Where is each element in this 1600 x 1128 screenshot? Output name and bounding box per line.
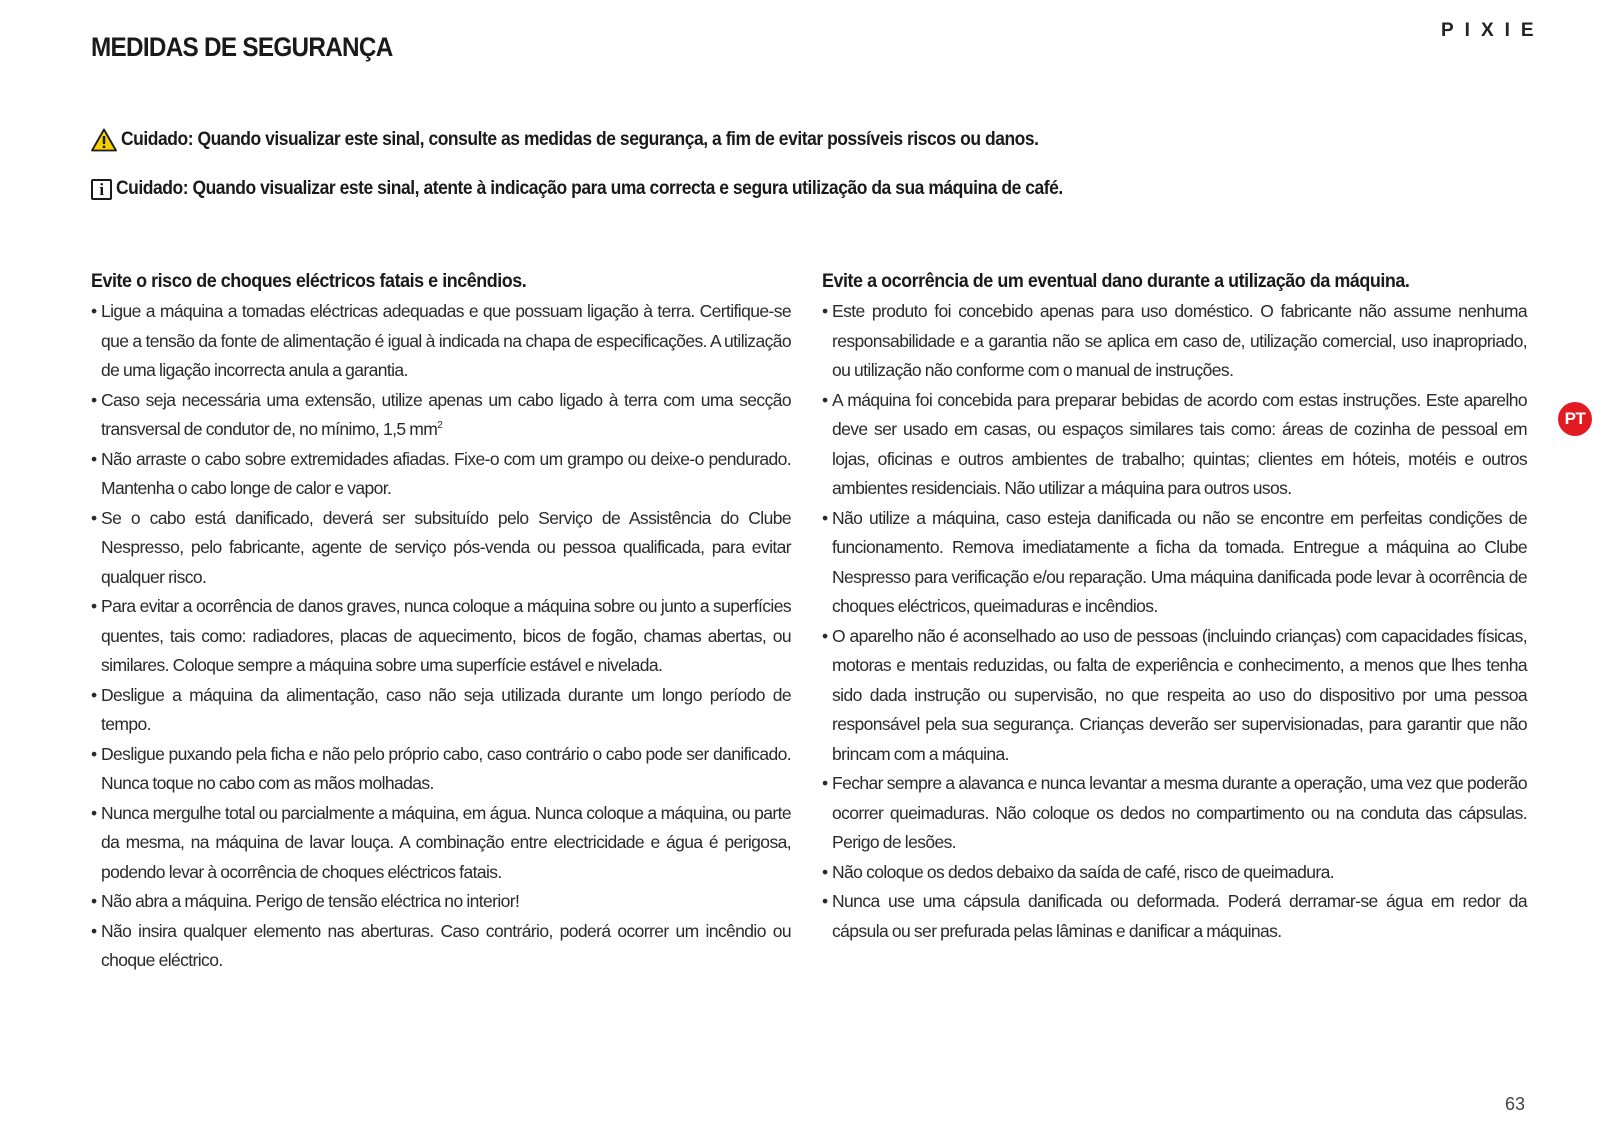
list-item: • Não arraste o cabo sobre extremidades afiadas. Fixe-o com um grampo ou deixe-o pendurado. Mantenha o cabo longe de calor e vapor. <box>91 445 791 504</box>
caution-info-text: Cuidado: Quando visualizar este sinal, atente à indicação para uma correcta e segura utilização da sua máquina de café. <box>116 178 1063 199</box>
caution-warning <box>91 128 1118 152</box>
list-item: • Desligue puxando pela ficha e não pelo próprio cabo, caso contrário o cabo pode ser danificado. Nunca toque no cabo com as mãos molhadas. <box>91 740 791 799</box>
superscript: 2 <box>437 420 443 432</box>
warning-triangle-icon <box>91 128 117 152</box>
list-item: • A máquina foi concebida para preparar bebidas de acordo com estas instruções. Este aparelho deve ser usado em casas, ou espaços similares tais como: áreas de cozinha de pessoal em lojas, oficinas e outros ambientes de trabalho; quintas; clientes em hóteis, motéis e outros ambientes residenciais. Não utilizar a máquina para outros usos. <box>822 386 1527 504</box>
section-heading: Evite o risco de choques eléctricos fatais e incêndios. <box>91 270 527 292</box>
page-number: 63 <box>1505 1094 1526 1114</box>
brand-logo: PIXIE <box>1441 20 1545 41</box>
info-icon: i <box>91 179 112 200</box>
bullet-list <box>91 297 791 976</box>
list-item: • Não coloque os dedos debaixo da saída de café, risco de queimadura. <box>822 858 1527 888</box>
section-heading: Evite a ocorrência de um eventual dano durante a utilização da máquina. <box>822 270 1410 292</box>
page-title: MEDIDAS DE SEGURANÇA <box>91 32 393 62</box>
caution-info <box>91 178 1145 200</box>
list-item: • Para evitar a ocorrência de danos graves, nunca coloque a máquina sobre ou junto a superfícies quentes, tais como: radiadores, placas de aquecimento, bicos de fogão, chamas abertas, ou similares. Coloque sempre a máquina sobre uma superfície estável e nivelada. <box>91 592 791 681</box>
machine-damage-section <box>822 270 1527 946</box>
bullet-list <box>822 297 1527 946</box>
list-item: • Desligue a máquina da alimentação, caso não seja utilizada durante um longo período de tempo. <box>91 681 791 740</box>
language-badge: PT <box>1558 402 1592 436</box>
list-item: • Se o cabo está danificado, deverá ser subsituído pelo Serviço de Assistência do Clube Nespresso, pelo fabricante, agente de serviço pós-venda ou pessoa qualificada, para evitar qualquer risco. <box>91 504 791 593</box>
electric-risk-section <box>91 270 791 976</box>
list-item: • Fechar sempre a alavanca e nunca levantar a mesma durante a operação, uma vez que poderão ocorrer queimaduras. Não coloque os dedos no compartimento ou na conduta das cápsulas. Perigo de lesões. <box>822 769 1527 858</box>
list-item: • Não abra a máquina. Perigo de tensão eléctrica no interior! <box>91 887 791 917</box>
list-item <box>91 386 791 445</box>
list-item: • O aparelho não é aconselhado ao uso de pessoas (incluindo crianças) com capacidades físicas, motoras e mentais reduzidas, ou falta de experiência e conhecimento, a menos que lhes tenha sido dada instrução ou supervisão, no que respeita ao uso do dispositivo por uma pessoa responsável pela sua segurança. Crianças deverão ser supervisionadas, para garantir que não brincam com a máquina. <box>822 622 1527 770</box>
list-item: • Não utilize a máquina, caso esteja danificada ou não se encontre em perfeitas condições de funcionamento. Remova imediatamente a ficha da tomada. Entregue a máquina ao Clube Nespresso para verificação e/ou reparação. Uma máquina danificada pode levar à ocorrência de choques eléctricos, queimaduras e incêndios. <box>822 504 1527 622</box>
list-item: • Não insira qualquer elemento nas aberturas. Caso contrário, poderá ocorrer um incêndio ou choque eléctrico. <box>91 917 791 976</box>
list-item: • Ligue a máquina a tomadas eléctricas adequadas e que possuam ligação à terra. Certifique-se que a tensão da fonte de alimentação é igual à indicada na chapa de especificações. A utilização de uma ligação incorrecta anula a garantia. <box>91 297 791 386</box>
list-item: • Nunca use uma cápsula danificada ou deformada. Poderá derramar-se água em redor da cápsula ou ser prefurada pelas lâminas e danificar a máquinas. <box>822 887 1527 946</box>
caution-warning-text: Cuidado: Quando visualizar este sinal, consulte as medidas de segurança, a fim de evitar possíveis riscos ou danos. <box>121 129 1039 150</box>
list-item-text: Caso seja necessária uma extensão, utilize apenas um cabo ligado à terra com uma secção transversal de condutor de, no mínimo, 1,5 mm <box>101 389 791 439</box>
list-item: • Este produto foi concebido apenas para uso doméstico. O fabricante não assume nenhuma responsabilidade e a garantia não se aplica em caso de, utilização comercial, uso inapropriado, ou utilização não conforme com o manual de instruções. <box>822 297 1527 386</box>
list-item: • Nunca mergulhe total ou parcialmente a máquina, em água. Nunca coloque a máquina, ou parte da mesma, na máquina de lavar louça. A combinação entre electricidade e água é perigosa, podendo levar à ocorrência de choques eléctricos fatais. <box>91 799 791 888</box>
